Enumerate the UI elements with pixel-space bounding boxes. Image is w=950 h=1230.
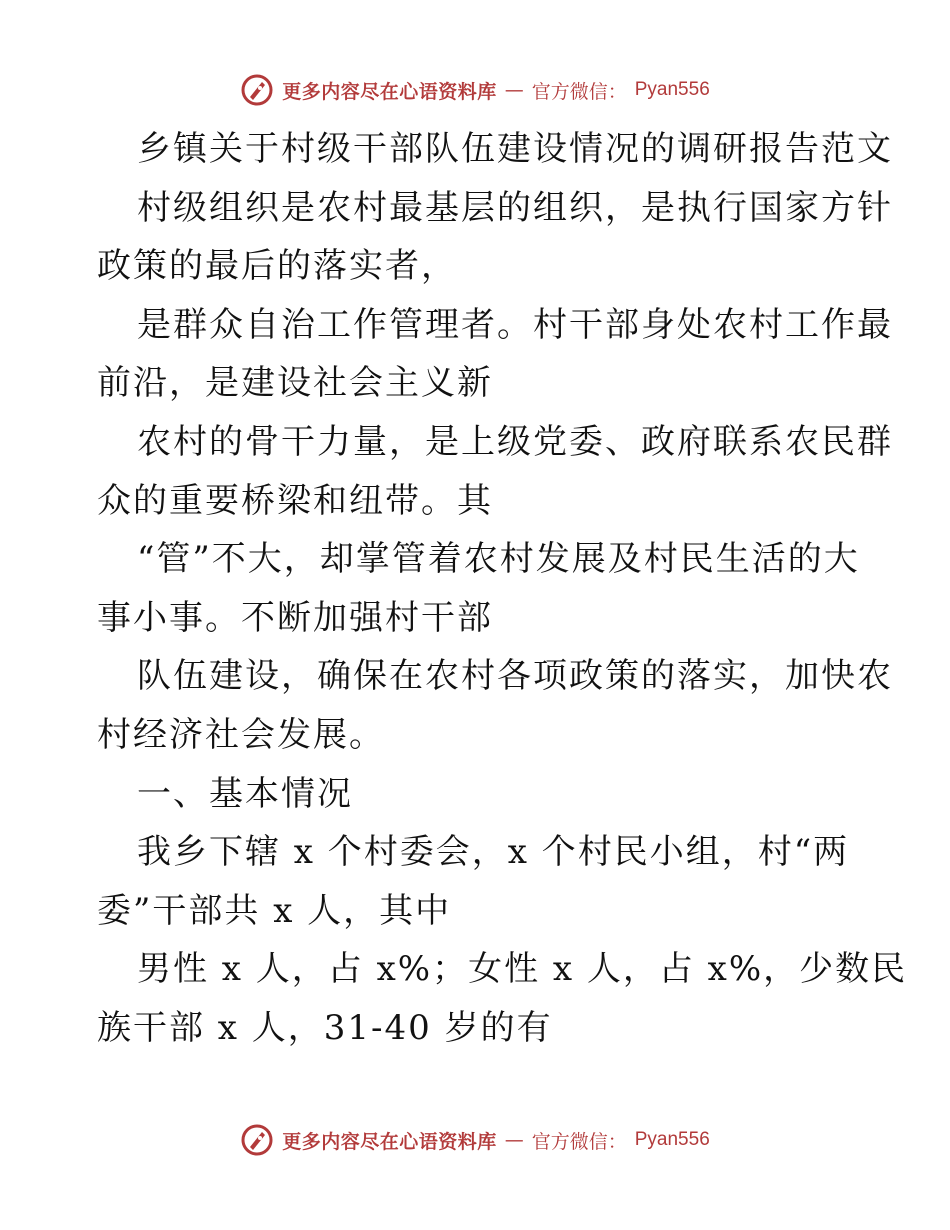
paragraph-line: 农村的骨干力量，是上级党委、政府联系农民群 (137, 421, 893, 462)
document-title: 乡镇关于村级干部队伍建设情况的调研报告范文 (137, 129, 893, 169)
watermark-separator: — (504, 1129, 524, 1151)
paragraph-line: 众的重要桥梁和纽带。其 (97, 480, 493, 521)
paragraph-line: 男性 x 人，占 x%；女性 x 人，占 x%，少数民 (137, 949, 908, 990)
watermark-text: 更多内容尽在心语资料库 (282, 80, 497, 103)
paragraph-line: 我乡下辖 x 个村委会，x 个村民小组，村“两 (137, 832, 850, 873)
paragraph-line: “管”不大，却掌管着农村发展及村民生活的大 (137, 539, 860, 580)
watermark-separator: — (504, 79, 524, 101)
paragraph-line: 村级组织是农村最基层的组织，是执行国家方针 (137, 187, 893, 228)
pen-nib-circle-icon (240, 1123, 274, 1157)
paragraph-line: 村经济社会发展。 (97, 714, 385, 755)
document-body (97, 120, 908, 1058)
paragraph-line: 族干部 x 人，31-40 岁的有 (97, 1007, 553, 1048)
watermark-official-label: 官方微信： (531, 80, 627, 103)
paragraph-line: 事小事。不断加强村干部 (97, 597, 493, 638)
watermark-wechat-id: Pyan556 (634, 1129, 710, 1150)
watermark-text: 更多内容尽在心语资料库 (282, 1130, 497, 1153)
paragraph-line: 委”干部共 x 人，其中 (97, 890, 452, 931)
header-watermark (0, 70, 950, 110)
watermark-official-label: 官方微信： (531, 1130, 627, 1153)
paragraph-line: 前沿，是建设社会主义新 (97, 363, 493, 404)
paragraph-line: 队伍建设，确保在农村各项政策的落实，加快农 (137, 656, 893, 697)
paragraph-line: 是群众自治工作管理者。村干部身处农村工作最 (137, 304, 893, 345)
pen-nib-circle-icon (240, 73, 274, 107)
section-heading: 一、基本情况 (137, 773, 353, 814)
paragraph-line: 政策的最后的落实者， (97, 246, 457, 287)
watermark-wechat-id: Pyan556 (634, 79, 710, 100)
footer-watermark (0, 1120, 950, 1160)
